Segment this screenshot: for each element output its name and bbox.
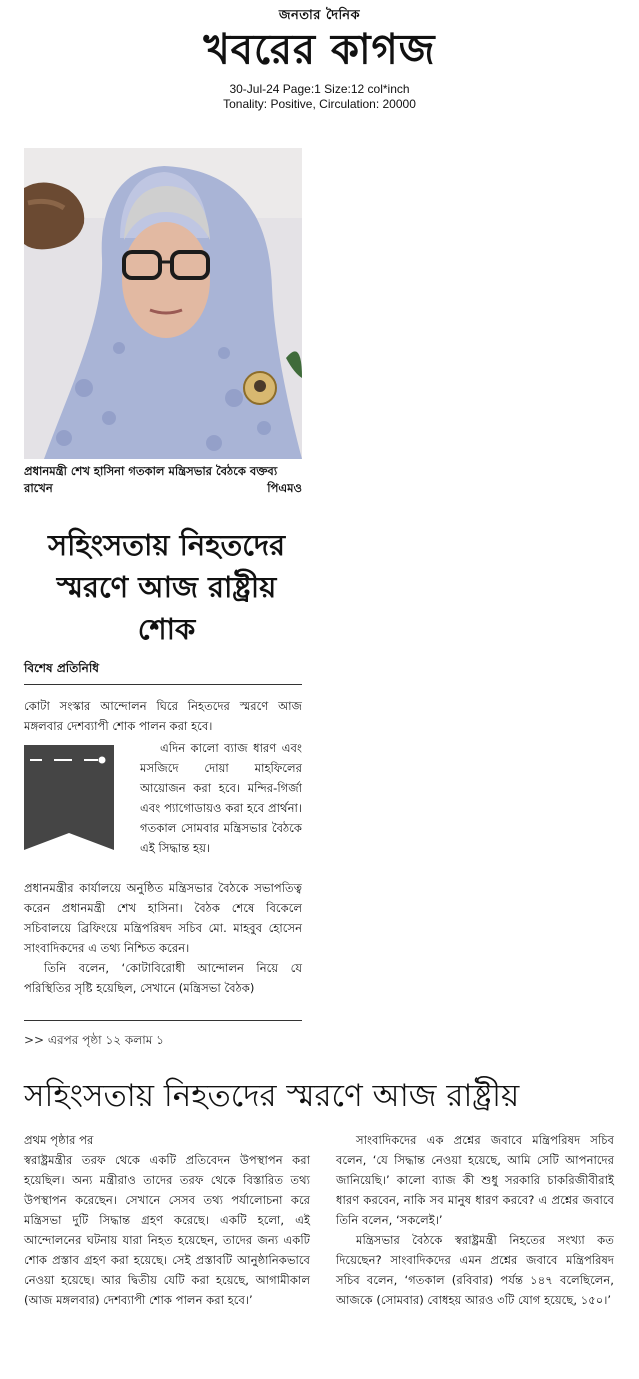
continued-from-label: প্রথম পৃষ্ঠার পর bbox=[24, 1133, 94, 1147]
continuation-left-column: স্বরাষ্ট্রমন্ত্রীর তরফ থেকে একটি প্রতিবেদন উপস্থাপন করা হয়েছিল। অন্য মন্ত্রীরাও তাদের তরফ থেকে বিস্তারিত তথ্য উপস্থাপন করেছেন। সেখানে সেসব তথ্য পর্যালোচনা করে মন্ত্রিসভা দুটি সিদ্ধান্ত গ্রহণ করেছে। একটি হলো, এই আন্দোলনের ঘটনায় যারা নিহত হয়েছেন, তাদের জন্য একটি শোক প্রস্তাব গ্রহণ করা হয়েছে। সেই প্রস্তাবটি আনুষ্ঠানিকভাবে নেওয়া হয়েছে। আর দ্বিতীয় যেটি করা হয়েছে, আগামীকাল (আজ মঙ্গলবার) দেশব্যাপী শোক পালন করা হবে।’ bbox=[24, 1153, 310, 1307]
continuation-right-paragraph-2: মন্ত্রিসভার বৈঠকে স্বরাষ্ট্রমন্ত্রী নিহতের সংখ্যা কত দিয়েছেন? সাংবাদিকদের এমন প্রশ্নের জবাবে মন্ত্রিপরিষদ সচিব বলেন, ‘গতকাল (রবিবার) পর্যন্ত ১৪৭ বলেছিলেন, আজকে (সোমবার) বোধহয় আরও ৩টি যোগ হয়েছে, ১৫০।’ bbox=[336, 1233, 614, 1307]
continuation-right-paragraph-1: সাংবাদিকদের এক প্রশ্নের জবাবে মন্ত্রিপরিষদ সচিব বলেন, ‘যে সিদ্ধান্ত নেওয়া হয়েছে, আমি সেটি আপনাদের জানিয়েছি।’ কালো ব্যাজ কী শুধু সরকারি চাকরিজীবীরাই ধারণ করবেন, নাকি সব মানুষ ধারণ করবে? এ প্রশ্নের জবাবে তিনি বলেন, ‘সকলেই।’ bbox=[336, 1133, 614, 1227]
article-byline: বিশেষ প্রতিনিধি bbox=[24, 661, 99, 675]
article-headline: সহিংসতায় নিহতদের স্মরণে আজ রাষ্ট্রীয় শোক bbox=[47, 528, 286, 646]
continuation-right-column bbox=[336, 1130, 614, 1310]
article-paragraph-2: এদিন কালো ব্যাজ ধারণ এবং মসজিদে দোয়া মাহফিলের আয়োজন করা হবে। মন্দির-গির্জা এবং প্যাগোডায়ও করা হবে প্রার্থনা। গতকাল সোমবার মন্ত্রিসভার বৈঠকে এই সিদ্ধান্ত হয়। bbox=[140, 741, 302, 855]
portrait-illustration bbox=[24, 148, 302, 459]
mourning-ribbon-icon bbox=[24, 745, 114, 850]
photo-caption-text: প্রধানমন্ত্রী শেখ হাসিনা গতকাল মন্ত্রিসভার বৈঠকে বক্তব্য রাখেন bbox=[24, 464, 278, 495]
clipping-meta-line-1: 30-Jul-24 Page:1 Size:12 col*inch bbox=[229, 82, 410, 96]
article-paragraph-4-text: তিনি বলেন, ‘কোটাবিরোধী আন্দোলন নিয়ে যে পরিস্থিতির সৃষ্টি হয়েছিল, সেখানে (মন্ত্রিসভা বৈঠক) bbox=[24, 961, 302, 995]
article-paragraph-3 bbox=[24, 878, 302, 998]
newspaper-tagline: জনতার দৈনিক bbox=[278, 8, 361, 23]
photo-credit: পিএমও bbox=[267, 481, 302, 495]
newspaper-masthead: খবরের কাগজ bbox=[203, 25, 436, 75]
news-photo bbox=[24, 148, 302, 459]
photo-caption bbox=[24, 463, 302, 497]
article-paragraph-3-text: প্রধানমন্ত্রীর কার্যালয়ে অনুষ্ঠিত মন্ত্রিসভার বৈঠকে সভাপতিত্ব করেন প্রধানমন্ত্রী শেখ হাসিনা। বৈঠক শেষে বিকেলে সচিবালয়ে ব্রিফিংয়ে মন্ত্রিপরিষদ সচিব মো. মাহবুব হোসেন সাংবাদিকদের এ তথ্য নিশ্চিত করেন। bbox=[24, 881, 302, 955]
article-paragraph-1: কোটা সংস্কার আন্দোলন ঘিরে নিহতদের স্মরণে আজ মঙ্গলবার দেশব্যাপী শোক পালন করা হবে। bbox=[24, 699, 302, 733]
continued-on-page-link[interactable]: >> এরপর পৃষ্ঠা ১২ কলাম ১ bbox=[24, 1033, 164, 1047]
article-end-divider bbox=[24, 1020, 302, 1021]
clipping-meta-line-2: Tonality: Positive, Circulation: 20000 bbox=[223, 97, 416, 111]
byline-divider bbox=[24, 684, 302, 685]
continuation-headline: সহিংসতায় নিহতদের স্মরণে আজ রাষ্ট্রীয় bbox=[24, 1078, 520, 1114]
